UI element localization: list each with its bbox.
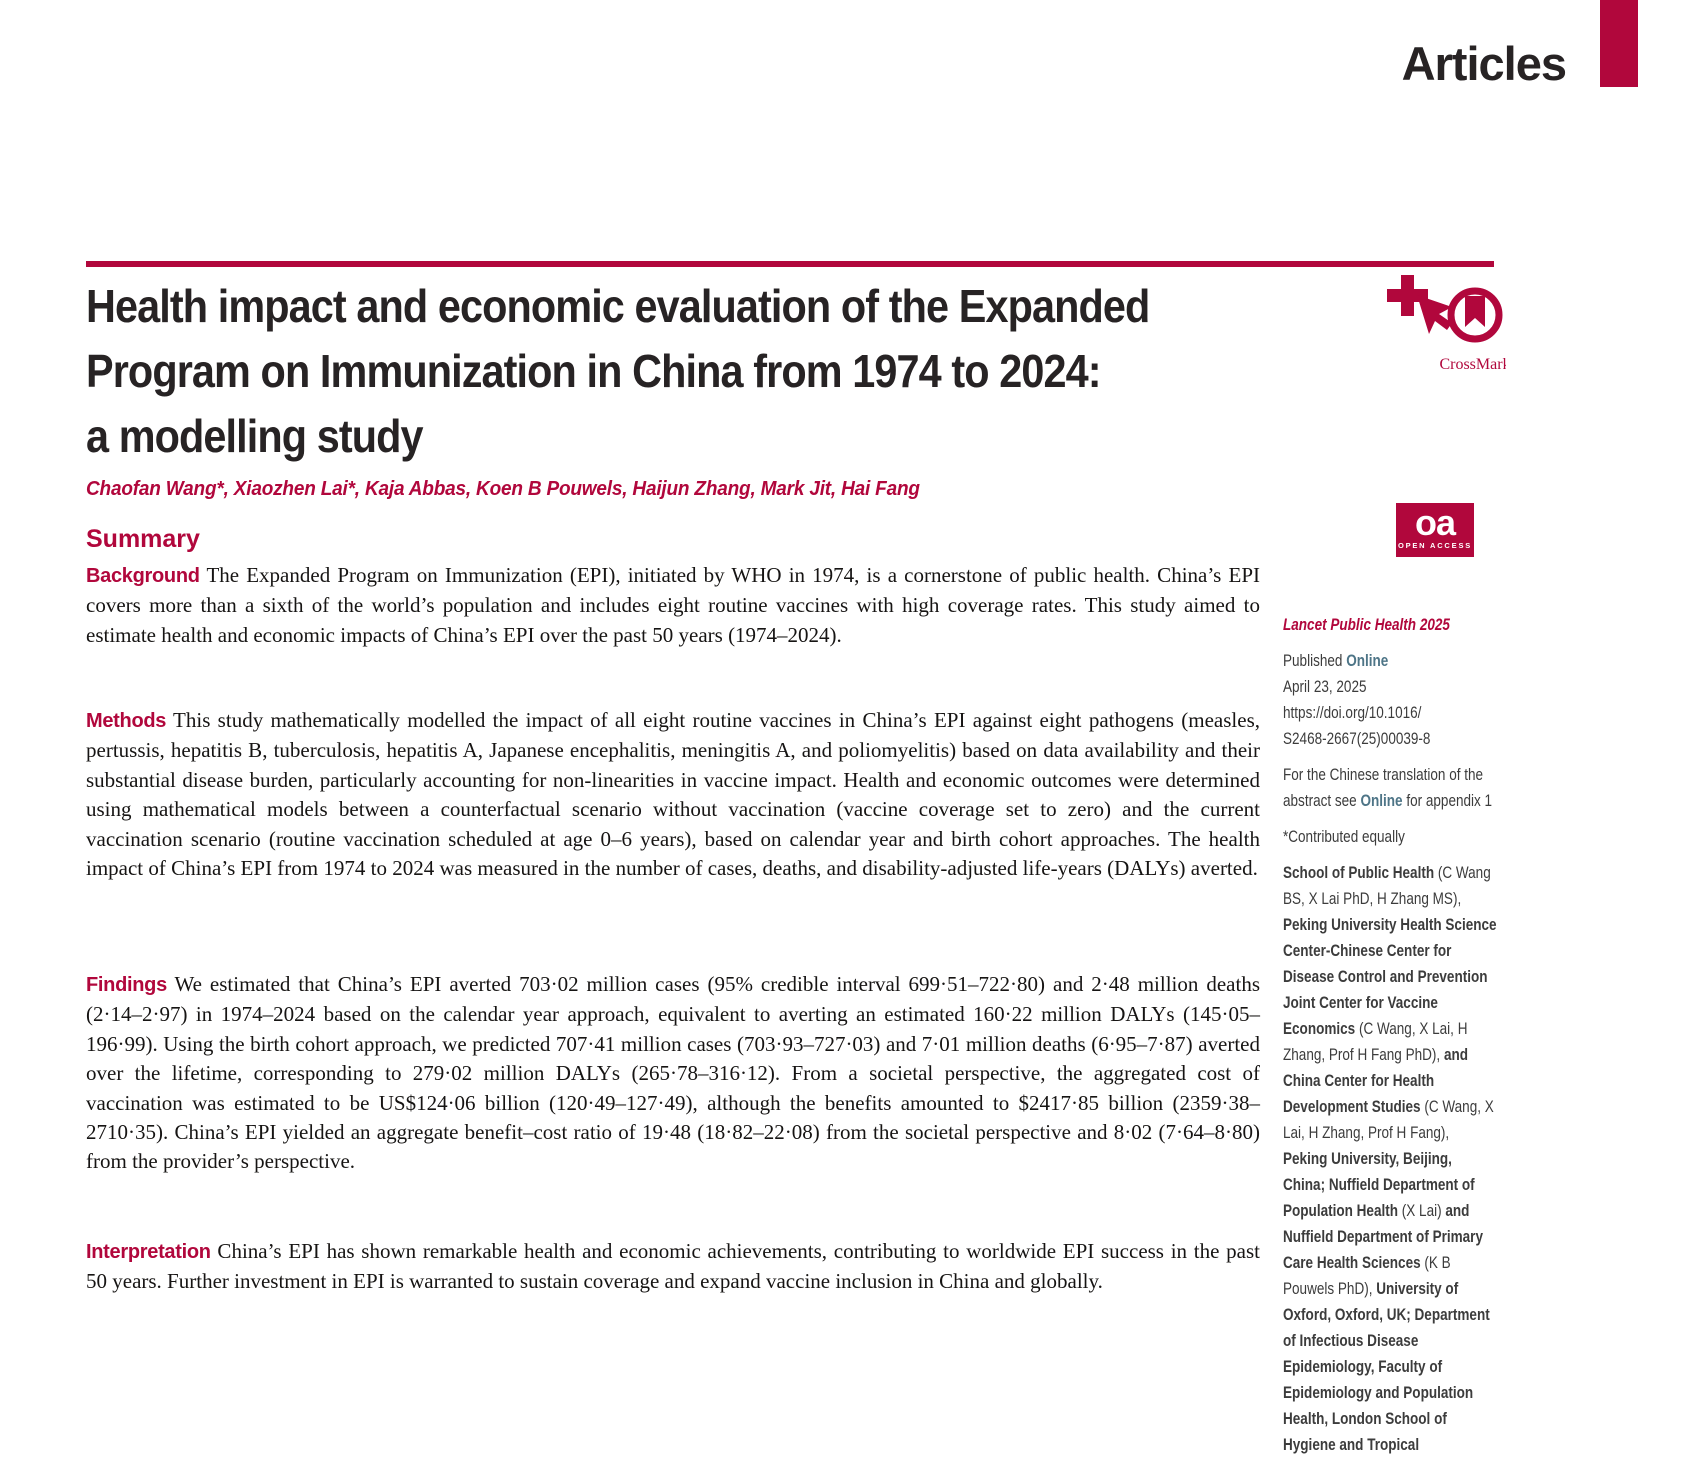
crossmark-icon bbox=[1384, 272, 1506, 374]
text-segment: (C Wang, X Lai, H Zhang, Prof H Fang), bbox=[1283, 1098, 1494, 1142]
corner-bar bbox=[1600, 0, 1638, 87]
crossmark-label: CrossMark bbox=[1439, 356, 1506, 373]
cursor-arrow-glyph bbox=[1417, 295, 1452, 334]
section-kind-label: Articles bbox=[1401, 37, 1566, 90]
article-title-line: Health impact and economic evaluation of the Expanded bbox=[86, 280, 1150, 332]
published-prefix: Published bbox=[1283, 652, 1347, 670]
contributed-equally-note: *Contributed equally bbox=[1283, 828, 1405, 846]
open-access-badge[interactable] bbox=[1396, 503, 1474, 557]
bold-text-segment: University of Oxford, Oxford, UK; Department of Infectious Disease Epidemiology, Faculty of Epidemiology and Population Health, London School of Hygiene and Tropical bbox=[1283, 1280, 1490, 1454]
published-date: April 23, 2025 bbox=[1283, 678, 1367, 696]
section-label: Methods bbox=[86, 710, 167, 732]
oa-word: oa bbox=[1414, 502, 1455, 543]
bookmark-glyph bbox=[1465, 296, 1485, 327]
author-list: Chaofan Wang*, Xiaozhen Lai*, Kaja Abbas, Koen B Pouwels, Haijun Zhang, Mark Jit, Hai Fang bbox=[86, 478, 920, 500]
article-title-line: a modelling study bbox=[86, 410, 423, 462]
summary-sections bbox=[86, 0, 1260, 1462]
section-label: Background bbox=[86, 565, 200, 587]
translation-note bbox=[1283, 762, 1497, 814]
bold-text-segment: Peking University Health Science Center-Chinese Center for Disease Control and Prevention Joint Center for Vaccine Economics bbox=[1283, 916, 1497, 1038]
doi-link-line1[interactable]: https://doi.org/10.1016/ bbox=[1283, 704, 1422, 722]
text-segment: (X Lai) bbox=[1398, 1202, 1446, 1220]
bold-text-segment: and Nuffield Department of Primary Care Health Sciences bbox=[1283, 1202, 1483, 1272]
summary-paragraph-background: Background The Expanded Program on Immunization (EPI), initiated by WHO in 1974, is a cornerstone of public health. China’s EPI covers more than a sixth of the world’s population and includes eight routine vaccines with high coverage rates. This study aimed to estimate health and economic impacts of China’s EPI over the past 50 years (1974–2024). bbox=[86, 563, 1260, 647]
text-segment: (C Wang, X Lai, H Zhang, Prof H Fang PhD), bbox=[1283, 1020, 1468, 1064]
text-segment: (C Wang BS, X Lai PhD, H Zhang MS), bbox=[1283, 864, 1491, 908]
text-segment: For the Chinese translation of the abstract see bbox=[1283, 766, 1484, 810]
sidebar bbox=[1283, 612, 1497, 1462]
summary-heading: Summary bbox=[86, 525, 200, 553]
crossmark-badge[interactable] bbox=[1384, 272, 1506, 379]
doi-link-line2[interactable]: S2468-2667(25)00039-8 bbox=[1283, 730, 1431, 748]
affiliations-text bbox=[1283, 860, 1497, 1458]
section-label: Interpretation bbox=[86, 1241, 211, 1263]
online-link[interactable]: Online bbox=[1360, 792, 1403, 810]
article-title-line: Program on Immunization in China from 1974 to 2024: bbox=[86, 345, 1101, 397]
bold-text-segment: and China Center for Health Development Studies bbox=[1283, 1046, 1468, 1116]
summary-paragraph-findings: Findings We estimated that China’s EPI averted 703·02 million cases (95% credible interval 699·51–722·80) and 2·48 million deaths (2·14–2·97) in 1974–2024 based on the calendar year approach, equivalent to averting an estimated 160·22 million DALYs (145·05–196·99). Using the birth cohort approach, we predicted 707·41 million cases (703·93–727·03) and 7·01 million deaths (6·95–7·87) averted over the lifetime, corresponding to 279·02 million DALYs (265·78–316·12). From a societal perspective, the aggregated cost of vaccination was estimated to be US$124·06 billion (120·49–127·49), although the benefits amounted to $2417·85 billion (2359·38–2710·35). China’s EPI yielded an aggregate benefit–cost ratio of 19·48 (18·82–22·08) from the societal perspective and 8·02 (7·64–8·80) from the provider’s perspective. bbox=[86, 972, 1260, 1174]
journal-reference: Lancet Public Health 2025 bbox=[1283, 616, 1450, 634]
published-online-link[interactable]: Online bbox=[1346, 652, 1389, 670]
published-line bbox=[1283, 648, 1497, 674]
oa-caption: OPEN ACCESS bbox=[1397, 541, 1473, 550]
bold-text-segment: School of Public Health bbox=[1283, 864, 1435, 882]
bold-text-segment: Peking University, Beijing, China; Nuffield Department of Population Health bbox=[1283, 1150, 1475, 1220]
text-segment: (K B Pouwels PhD), bbox=[1283, 1254, 1451, 1298]
text-segment: for appendix 1 bbox=[1402, 792, 1493, 810]
summary-paragraph-interpretation: Interpretation China’s EPI has shown remarkable health and economic achievements, contributing to worldwide EPI success in the past 50 years. Further investment in EPI is warranted to sustain coverage and expand vaccine inclusion in China and globally. bbox=[86, 1239, 1260, 1294]
publication-info bbox=[1283, 648, 1497, 752]
section-label: Findings bbox=[86, 974, 167, 996]
summary-paragraph-methods: Methods This study mathematically modelled the impact of all eight routine vaccines in China’s EPI against eight pathogens (measles, pertussis, hepatitis B, tuberculosis, hepatitis A, Japanese encephalitis, meningitis A, and poliomyelitis) based on data availability and their substantial disease burden, particularly accounting for non-linearities in vaccine impact. Health and economic outcomes were determined using mathematical models between a counterfactual scenario without vaccination (vaccine coverage set to zero) and the current vaccination scenario (routine vaccination scheduled at age 0–6 years), based on calendar year and birth cohort approaches. The health impact of China’s EPI from 1974 to 2024 was measured in the number of cases, deaths, and disability-adjusted life-years (DALYs) averted. bbox=[86, 708, 1260, 881]
